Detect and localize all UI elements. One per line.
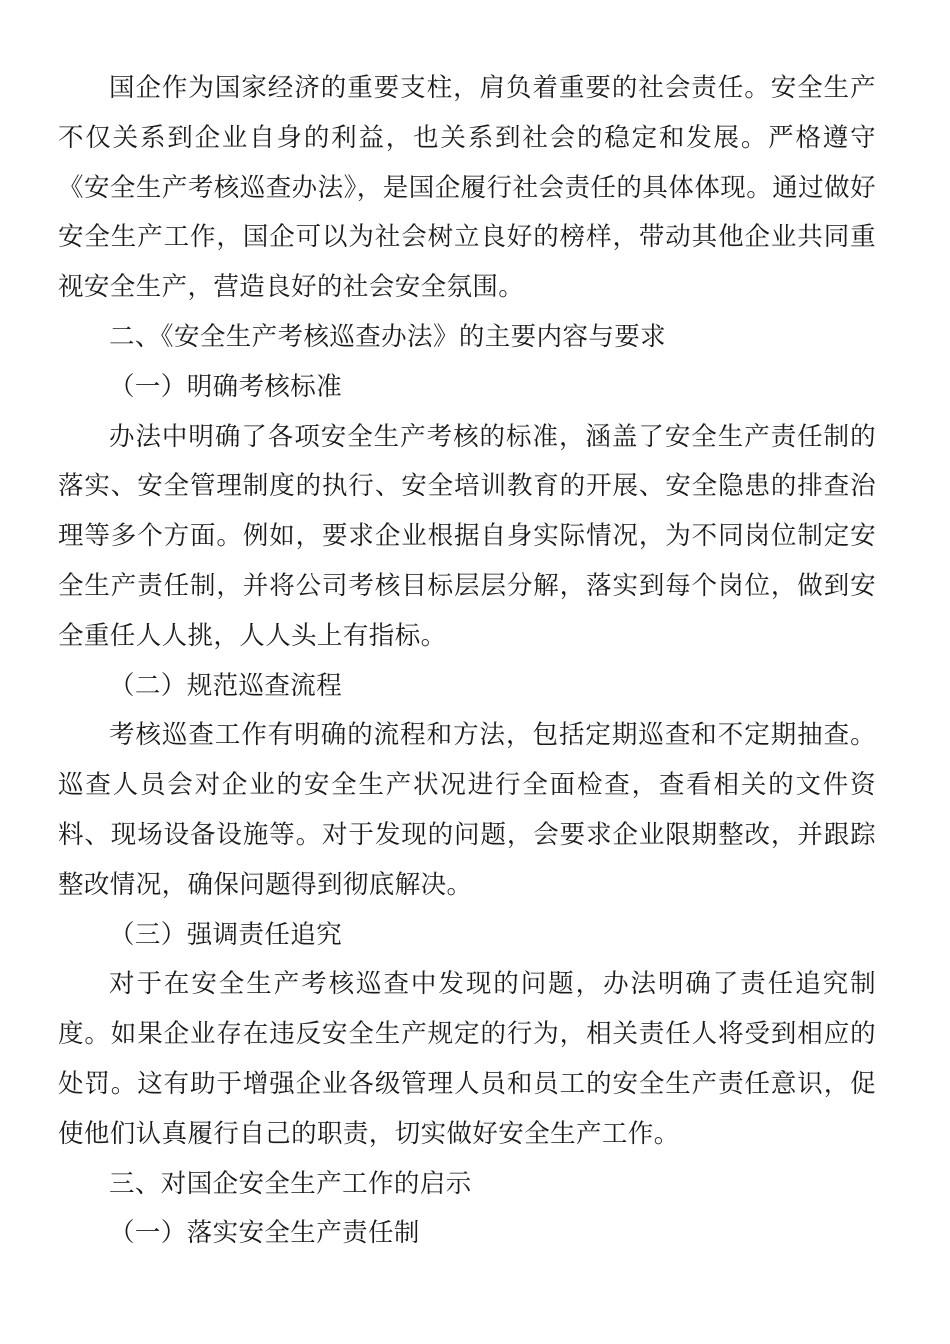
document-body <box>58 64 876 1259</box>
paragraph-social-responsibility: 国企作为国家经济的重要支柱，肩负着重要的社会责任。安全生产不仅关系到企业自身的利益，也关系到社会的稳定和发展。严格遵守《安全生产考核巡查办法》，是国企履行社会责任的具体体现。通过做好安全生产工作，国企可以为社会树立良好的榜样，带动其他企业共同重视安全生产，营造良好的社会安全氛围。 <box>58 73 876 303</box>
subheading-accountability: （三）强调责任追究 <box>109 919 343 950</box>
section-heading-3: 三、对国企安全生产工作的启示 <box>109 1168 472 1199</box>
paragraph-inspection-process: 考核巡查工作有明确的流程和方法，包括定期巡查和不定期抽查。巡查人员会对企业的安全生产状况进行全面检查，查看相关的文件资料、现场设备设施等。对于发现的问题，会要求企业限期整改，并跟踪整改情况，确保问题得到彻底解决。 <box>58 720 876 900</box>
paragraph-assessment-standards: 办法中明确了各项安全生产考核的标准，涵盖了安全生产责任制的落实、安全管理制度的执行、安全培训教育的开展、安全隐患的排查治理等多个方面。例如，要求企业根据自身实际情况，为不同岗位制定安全生产责任制，并将公司考核目标层层分解，落实到每个岗位，做到安全重任人人挑，人人头上有指标。 <box>58 421 876 651</box>
subheading-assessment-standards: （一）明确考核标准 <box>109 371 343 402</box>
subheading-inspection-process: （二）规范巡查流程 <box>109 670 343 701</box>
paragraph-accountability: 对于在安全生产考核巡查中发现的问题，办法明确了责任追究制度。如果企业存在违反安全生产规定的行为，相关责任人将受到相应的处罚。这有助于增强企业各级管理人员和员工的安全生产责任意识，促使他们认真履行自己的职责，切实做好安全生产工作。 <box>58 969 876 1149</box>
section-heading-2: 二、《安全生产考核巡查办法》的主要内容与要求 <box>109 321 667 352</box>
subheading-responsibility-system: （一）落实安全生产责任制 <box>109 1218 420 1249</box>
